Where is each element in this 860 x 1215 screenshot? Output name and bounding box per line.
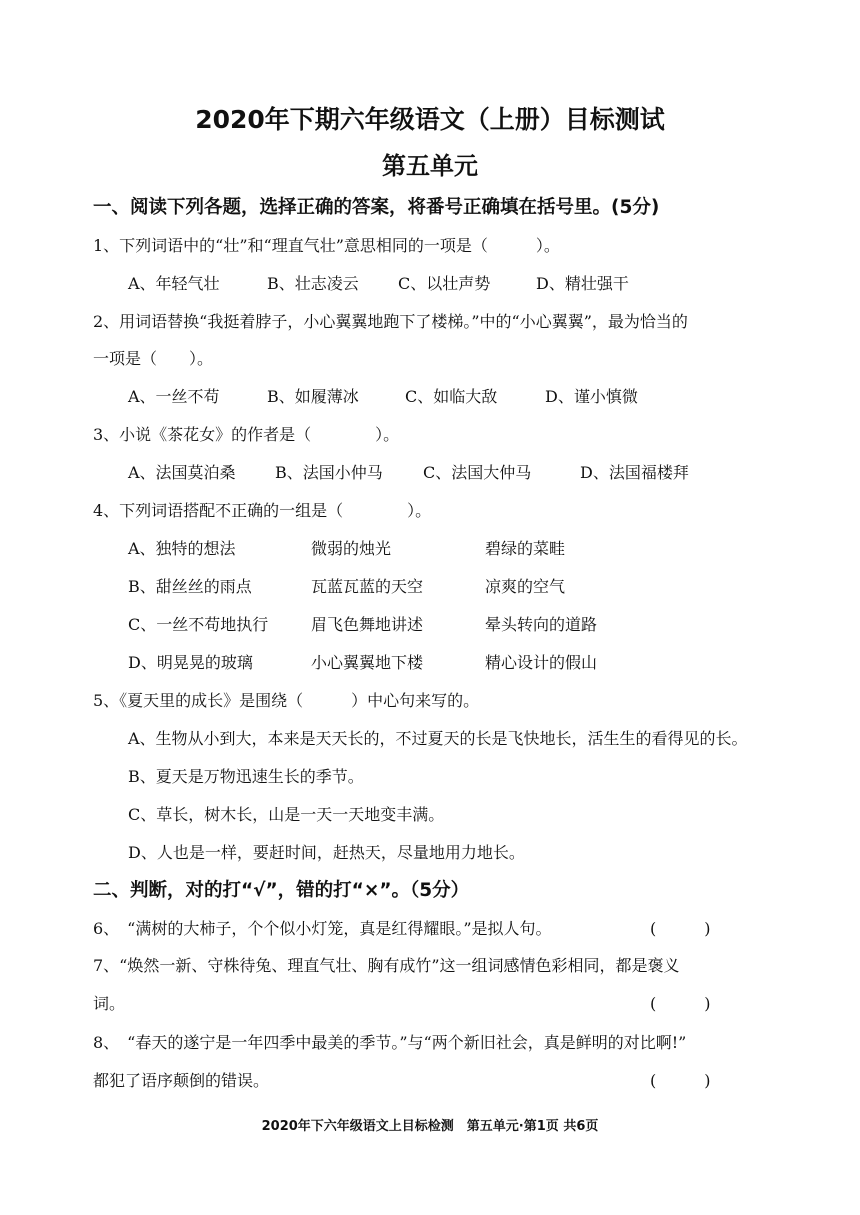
q5-option-b: B、夏天是万物迅速生长的季节。	[128, 767, 364, 786]
q4-row-c-col-1: C、一丝不苟地执行	[128, 615, 269, 634]
q2-option-a: A、一丝不苟	[128, 387, 220, 406]
q4-row-b-col-1: B、甜丝丝的雨点	[128, 577, 252, 596]
q5-option-d: D、人也是一样，要赶时间，赶热天，尽量地用力地长。	[128, 843, 525, 862]
q4-row-a-col-1: A、独特的想法	[128, 539, 236, 558]
q4-row-b-col-2: 瓦蓝瓦蓝的天空	[311, 577, 424, 596]
q2-option-b: B、如履薄冰	[267, 387, 359, 406]
question-7-line-2: 词。	[93, 994, 126, 1013]
q5-option-c: C、草长，树木长，山是一天一天地变丰满。	[128, 805, 445, 824]
page-subtitle: 第五单元	[382, 152, 478, 180]
section-heading-1: 一、阅读下列各题，选择正确的答案，将番号正确填在括号里。(5分)	[93, 197, 660, 218]
question-6: 6、 “满树的大柿子，个个似小灯笼，真是红得耀眼。”是拟人句。	[93, 919, 552, 938]
page-title: 2020年下期六年级语文（上册）目标测试	[195, 105, 665, 134]
q4-row-d-col-3: 精心设计的假山	[485, 653, 598, 672]
q2-option-d: D、谨小慎微	[545, 387, 638, 406]
q1-option-b: B、壮志凌云	[267, 274, 359, 293]
q3-option-d: D、法国福楼拜	[580, 463, 689, 482]
question-2-line-2: 一项是（ ）。	[93, 349, 214, 368]
question-8-line-1: 8、 “春天的遂宁是一年四季中最美的季节。”与“两个新旧社会，真是鲜明的对比啊!”	[93, 1033, 687, 1052]
question-8-line-2: 都犯了语序颠倒的错误。	[93, 1071, 270, 1090]
q3-option-b: B、法国小仲马	[275, 463, 383, 482]
question-1: 1、下列词语中的“壮”和“理直气壮”意思相同的一项是（ ）。	[93, 236, 560, 255]
question-2-line-1: 2、用词语替换“我挺着脖子，小心翼翼地跑下了楼梯。”中的“小心翼翼”，最为恰当的	[93, 312, 688, 331]
q4-row-d-col-1: D、明晃晃的玻璃	[128, 653, 253, 672]
q4-row-a-col-2: 微弱的烛光	[311, 539, 392, 558]
page-footer: 2020年下六年级语文上目标检测 第五单元·第1页 共6页	[261, 1119, 599, 1134]
question-5: 5、《夏天里的成长》是围绕（ ）中心句来写的。	[93, 691, 480, 710]
q4-row-b-col-3: 凉爽的空气	[485, 577, 566, 596]
q1-option-a: A、年轻气壮	[128, 274, 220, 293]
section-heading-2: 二、判断，对的打“√”，错的打“×”。（5分）	[93, 880, 470, 901]
q2-option-c: C、如临大敌	[405, 387, 498, 406]
q7-answer-paren: ( )	[650, 994, 711, 1013]
q4-row-a-col-3: 碧绿的菜畦	[485, 539, 566, 558]
q4-row-c-col-3: 晕头转向的道路	[485, 615, 598, 634]
q3-option-c: C、法国大仲马	[423, 463, 532, 482]
q5-option-a: A、生物从小到大，本来是天天长的，不过夏天的长是飞快地长，活生生的看得见的长。	[128, 729, 748, 748]
question-4: 4、下列词语搭配不正确的一组是（ ）。	[93, 501, 432, 520]
question-3: 3、小说《茶花女》的作者是（ ）。	[93, 425, 400, 444]
q1-option-c: C、以壮声势	[398, 274, 491, 293]
q6-answer-paren: ( )	[650, 919, 711, 938]
q8-answer-paren: ( )	[650, 1071, 711, 1090]
q4-row-d-col-2: 小心翼翼地下楼	[311, 653, 424, 672]
q4-row-c-col-2: 眉飞色舞地讲述	[311, 615, 424, 634]
q1-option-d: D、精壮强干	[536, 274, 629, 293]
q3-option-a: A、法国莫泊桑	[128, 463, 236, 482]
question-7-line-1: 7、“焕然一新、守株待兔、理直气壮、胸有成竹”这一组词感情色彩相同，都是褒义	[93, 956, 680, 975]
